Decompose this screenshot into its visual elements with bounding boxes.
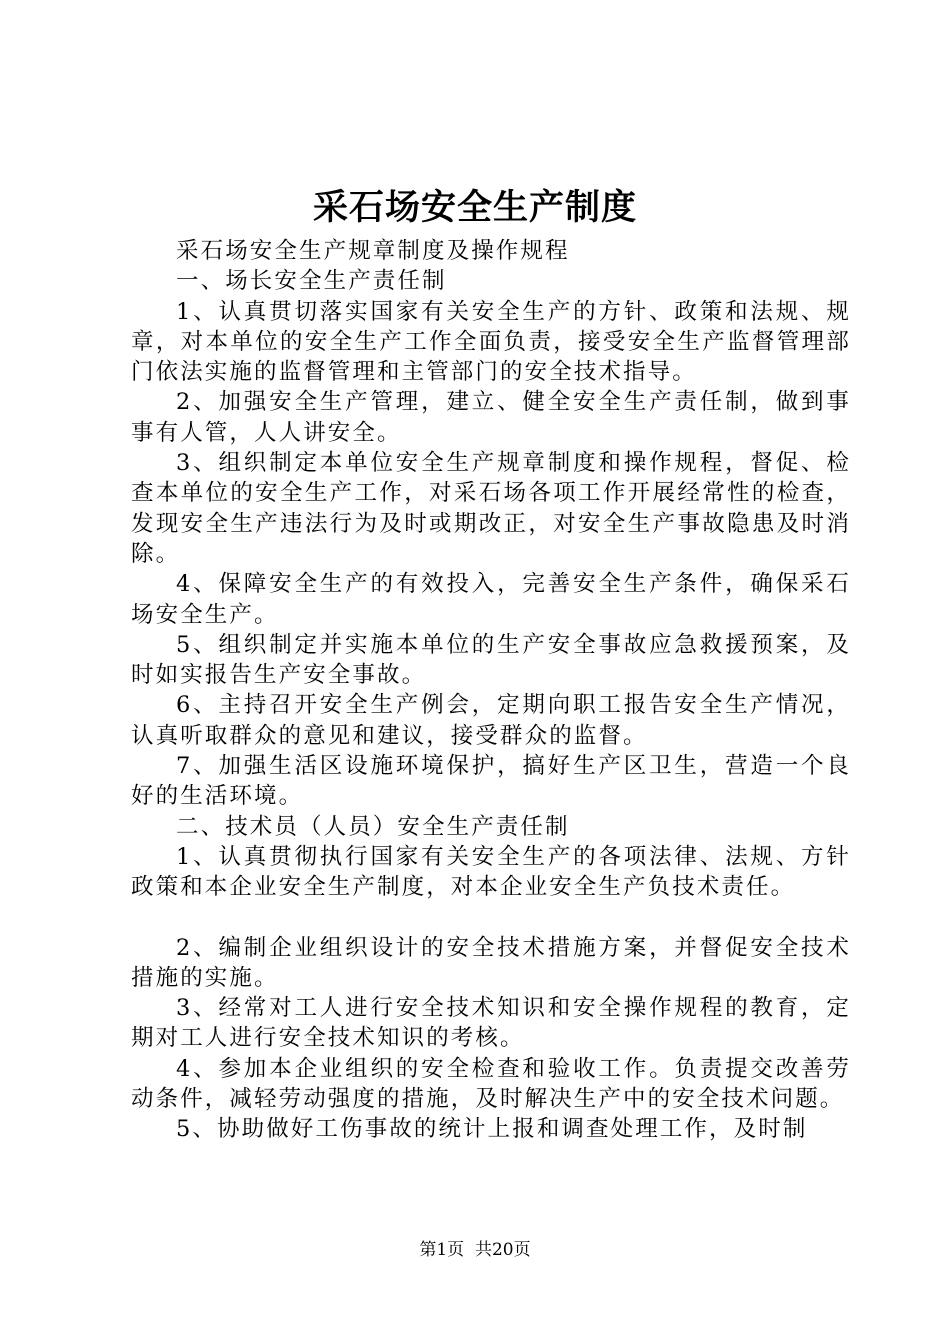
paragraph: 3、组织制定本单位安全生产规章制度和操作规程，督促、检查本单位的安全生产工作，对采石场各项工作开展经常性的检查，发现安全生产违法行为及时或期改正，对安全生产事故隐患及时消除。 bbox=[131, 450, 851, 567]
paragraph: 7、加强生活区设施环境保护，搞好生产区卫生，营造一个良好的生活环境。 bbox=[131, 753, 851, 810]
paragraph: 2、加强安全生产管理，建立、健全安全生产责任制，做到事事有人管，人人讲安全。 bbox=[131, 389, 851, 446]
paragraph: 5、组织制定并实施本单位的生产安全事故应急救援预案，及时如实报告生产安全事故。 bbox=[131, 631, 851, 689]
document-body bbox=[131, 236, 851, 1145]
section-heading-1: 一、场长安全生产责任制 bbox=[176, 268, 447, 295]
paragraph: 4、参加本企业组织的安全检查和验收工作。负责提交改善劳动条件，减轻劳动强度的措施，及时解决生产中的安全技术问题。 bbox=[131, 1055, 851, 1113]
page-number-label: 第1页 共20页 bbox=[419, 1240, 531, 1260]
paragraph: 1、认真贯切落实国家有关安全生产的方针、政策和法规、规章，对本单位的安全生产工作全面负责，接受安全生产监督管理部门依法实施的监督管理和主管部门的安全技术指导。 bbox=[131, 298, 851, 386]
paragraph: 5、协助做好工伤事故的统计上报和调查处理工作，及时制 bbox=[176, 1116, 808, 1143]
paragraph: 6、主持召开安全生产例会，定期向职工报告安全生产情况，认真听取群众的意见和建议，接受群众的监督。 bbox=[131, 692, 851, 749]
paragraph: 2、编制企业组织设计的安全技术措施方案，并督促安全技术措施的实施。 bbox=[131, 934, 851, 991]
paragraph: 1、认真贯彻执行国家有关安全生产的各项法律、法规、方针政策和本企业安全生产制度，对本企业安全生产负技术责任。 bbox=[131, 843, 851, 901]
section-heading-2: 二、技术员（人员）安全生产责任制 bbox=[176, 813, 570, 840]
subtitle-paragraph: 采石场安全生产规章制度及操作规程 bbox=[176, 238, 570, 264]
paragraph: 4、保障安全生产的有效投入，完善安全生产条件，确保采石场安全生产。 bbox=[131, 571, 851, 628]
document-title: 采石场安全生产制度 bbox=[312, 187, 637, 228]
page-footer bbox=[0, 1238, 950, 1262]
paragraph: 3、经常对工人进行安全技术知识和安全操作规程的教育，定期对工人进行安全技术知识的考核。 bbox=[131, 995, 851, 1052]
